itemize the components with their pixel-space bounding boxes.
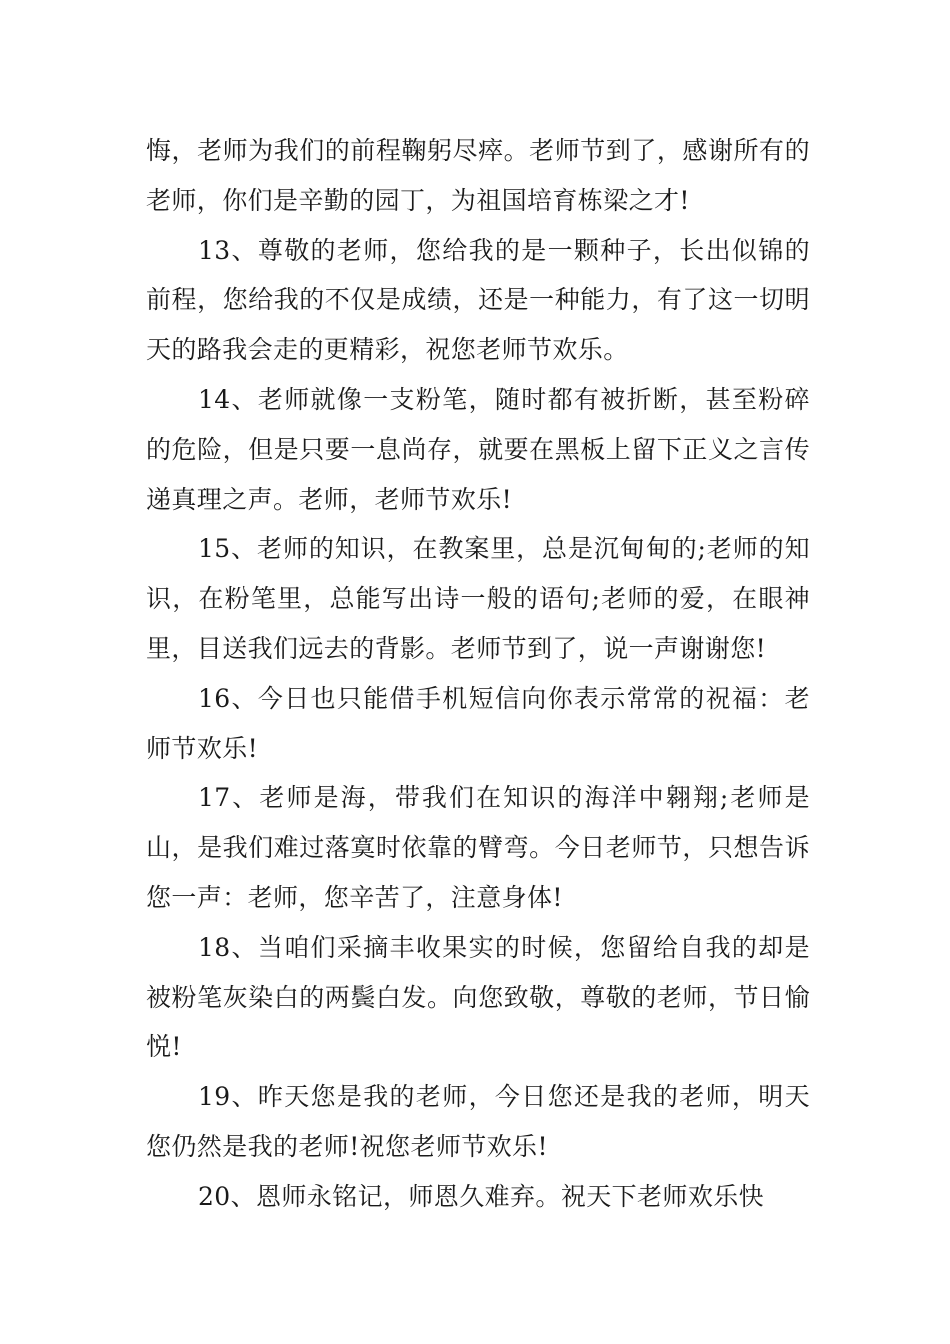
paragraph-16: 16、今日也只能借手机短信向你表示常常的祝福：老师节欢乐! xyxy=(146,683,810,763)
paragraph-18: 18、当咱们采摘丰收果实的时候，您留给自我的却是被粉笔灰染白的两鬓白发。向您致敬，尊敬的老师，节日愉悦! xyxy=(146,932,810,1062)
text-column xyxy=(146,126,810,1222)
paragraph-14: 14、老师就像一支粉笔，随时都有被折断，甚至粉碎的危险，但是只要一息尚存，就要在黑板上留下正义之言传递真理之声。老师，老师节欢乐! xyxy=(146,384,810,514)
paragraph-13: 13、尊敬的老师，您给我的是一颗种子，长出似锦的前程，您给我的不仅是成绩，还是一种能力，有了这一切明天的路我会走的更精彩，祝您老师节欢乐。 xyxy=(146,235,810,365)
paragraph-15: 15、老师的知识，在教案里，总是沉甸甸的;老师的知识，在粉笔里，总能写出诗一般的语句;老师的爱，在眼神里，目送我们远去的背影。老师节到了，说一声谢谢您! xyxy=(146,534,810,663)
paragraph-continuation: 悔，老师为我们的前程鞠躬尽瘁。老师节到了，感谢所有的老师，你们是辛勤的园丁，为祖国培育栋梁之才! xyxy=(146,136,810,215)
paragraph-19: 19、昨天您是我的老师，今日您还是我的老师，明天您仍然是我的老师!祝您老师节欢乐! xyxy=(146,1082,810,1161)
paragraph-17: 17、老师是海，带我们在知识的海洋中翱翔;老师是山，是我们难过落寞时依靠的臂弯。今日老师节，只想告诉您一声：老师，您辛苦了，注意身体! xyxy=(146,783,810,912)
paragraph-20: 20、恩师永铭记，师恩久难弃。祝天下老师欢乐快 xyxy=(198,1181,765,1211)
